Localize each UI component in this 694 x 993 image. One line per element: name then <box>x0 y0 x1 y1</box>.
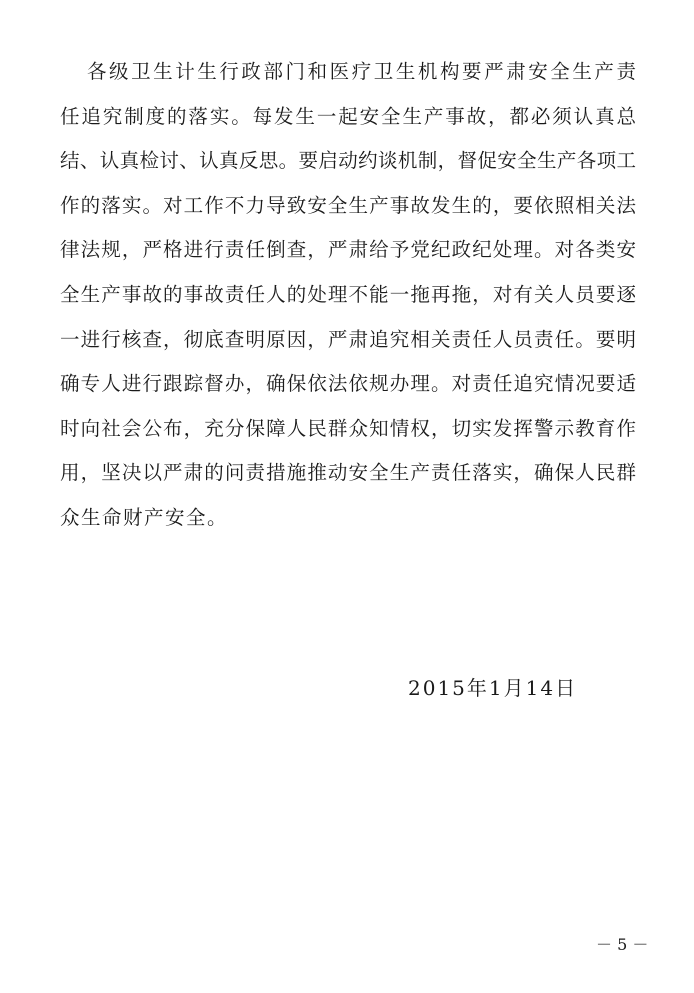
paragraph-line: 任追究制度的落实。每发生一起安全生产事故，都必须认真总 <box>60 104 636 128</box>
paragraph-line: 一进行核查，彻底查明原因，严肃追究相关责任人员责任。要明 <box>60 327 636 351</box>
paragraph-line: 时向社会公布，充分保障人民群众知情权，切实发挥警示教育作 <box>60 416 636 440</box>
paragraph-line: 律法规，严格进行责任倒查，严肃给予党纪政纪处理。对各类安 <box>60 238 636 262</box>
paragraph-line: 全生产事故的事故责任人的处理不能一拖再拖，对有关人员要逐 <box>60 282 636 306</box>
paragraph-line: 众生命财产安全。 <box>60 505 229 529</box>
paragraph-line: 作的落实。对工作不力导致安全生产事故发生的，要依照相关法 <box>60 193 636 217</box>
paragraph-line: 各级卫生计生行政部门和医疗卫生机构要严肃安全生产责 <box>87 60 636 83</box>
body-paragraph <box>60 50 636 541</box>
paragraph-line: 用，坚决以严肃的问责措施推动安全生产责任落实，确保人民群 <box>60 461 636 485</box>
paragraph-line: 结、认真检讨、认真反思。要启动约谈机制，督促安全生产各项工 <box>60 149 636 173</box>
paragraph-line: 确专人进行跟踪督办，确保依法依规办理。对责任追究情况要适 <box>60 372 636 396</box>
page-number: － 5 － <box>596 935 649 954</box>
document-date: 2015年1月14日 <box>408 676 578 700</box>
